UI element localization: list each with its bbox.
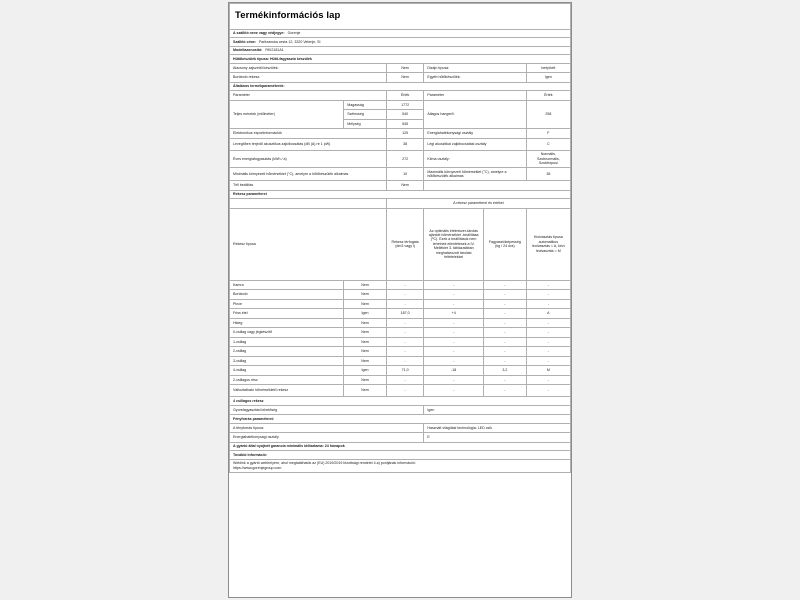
compartment-volume: - (386, 299, 424, 309)
export-info-value: 125 (386, 129, 424, 139)
compartment-defrost-type: - (526, 318, 570, 328)
address-value: Partizanska cesta 12, 3320 Velenje, SI (258, 39, 321, 44)
table-row (230, 318, 571, 328)
table-row (230, 73, 571, 83)
compartment-temperature: - (424, 328, 484, 338)
appliance-type-row (230, 55, 571, 63)
compartment-temperature: - (424, 318, 484, 328)
energy-class-label: Energiahatékonysági osztály (424, 129, 526, 139)
wine-storage-label: Bortároló rekesz: (230, 73, 387, 83)
annual-energy-value: 272 (386, 150, 424, 167)
compartment-present: Nem (344, 290, 387, 300)
compartment-freezing-capacity: - (484, 280, 527, 290)
general-section-row (230, 82, 571, 90)
compartment-temperature: - (424, 280, 484, 290)
warranty-text: A gyártó által nyújtott garancia minimális időtartama: 24 hónapok (230, 442, 571, 450)
compartment-defrost-type: - (526, 337, 570, 347)
compartment-present: Nem (344, 375, 387, 385)
model-row (230, 46, 571, 54)
table-row (230, 280, 571, 290)
average-noise-label: Átlagos hangerő: (424, 100, 526, 129)
title-cell (230, 4, 571, 30)
compartment-temperature: +4 (424, 309, 484, 319)
dimension-row-height (230, 100, 571, 110)
compartment-group-header: A rekesz paraméterei és értékei (386, 199, 570, 209)
compartment-defrost-type: - (526, 375, 570, 385)
min-ambient-temp-value: 10 (386, 168, 424, 181)
table-row (230, 129, 571, 139)
further-info-section-row (230, 451, 571, 459)
weblink-description: Weblink a gyártó webhelyére, ahol megtalálhatók az (EU) 2019/2019 bizottsági rendelet 4.a) pontjának információi: (233, 461, 416, 466)
table-row (230, 433, 571, 443)
design-type-label: Dizájn típusa: (424, 63, 526, 73)
compartment-temperature: - (424, 375, 484, 385)
max-ambient-temp-value: 38 (526, 168, 570, 181)
compartment-defrost-type: A (526, 309, 570, 319)
winter-setting-label: Téli beállítás (230, 181, 387, 191)
weblink-url[interactable]: https://www.gorenjegroup.com (233, 465, 282, 470)
compartment-defrost-type: M (526, 366, 570, 376)
other-appliance-label: Egyéb hűtőkészülék: (424, 73, 526, 83)
weblink-cell (230, 459, 571, 472)
compartment-name: 4-csillag (230, 366, 344, 376)
fast-freeze-label: Gyorsfagyasztási lehetőség (230, 405, 424, 415)
compartment-col-type: Rekesz típusa (230, 208, 387, 280)
table-row (230, 299, 571, 309)
compartment-defrost-type: - (526, 328, 570, 338)
table-row (230, 375, 571, 385)
product-information-sheet (228, 2, 572, 598)
table-row (230, 337, 571, 347)
compartment-freezing-capacity: - (484, 385, 527, 397)
light-source-type-label: A fényforrás típusa: (230, 423, 424, 433)
header-value-left: Érték (386, 91, 424, 101)
four-star-section-title: 4 csillagos rekesz (230, 397, 571, 405)
compartment-temperature: - (424, 385, 484, 397)
winter-setting-value: Nem (386, 181, 424, 191)
compartment-defrost-type: - (526, 290, 570, 300)
compartment-freezing-capacity: 3,2 (484, 366, 527, 376)
address-cell (230, 38, 571, 46)
page-title: Termékinformációs lap (235, 10, 341, 21)
model-label: Modellazonosító: (233, 48, 263, 53)
light-source-class-value: E (424, 433, 571, 443)
model-value: RKI2181A1 (265, 48, 284, 53)
compartment-freezing-capacity: - (484, 290, 527, 300)
dimension-name-height: Magasság (344, 100, 387, 110)
appliance-type-cell (230, 55, 571, 63)
compartment-temperature: - (424, 347, 484, 357)
export-info-label: Elektronikus exportinformációk (230, 129, 387, 139)
compartment-section-title: Rekesz paraméterei (230, 190, 571, 198)
table-row (230, 309, 571, 319)
compartment-freezing-capacity: - (484, 347, 527, 357)
compartment-group-header-row (230, 199, 571, 209)
compartment-volume: - (386, 328, 424, 338)
appliance-type-value: Hűtő-fagyasztó készülék (269, 56, 312, 61)
fast-freeze-value: Igen (424, 405, 571, 415)
further-info-section-title: További információ: (230, 451, 571, 459)
annual-energy-label: Éves energiafogyasztás (kWh / a) (230, 150, 387, 167)
compartment-temperature: -18 (424, 366, 484, 376)
low-noise-label: Alacsony zajszintű készülék: (230, 63, 387, 73)
table-row (230, 168, 571, 181)
compartment-temperature: - (424, 337, 484, 347)
compartment-present: Nem (344, 337, 387, 347)
compartment-name: 3-csillag (230, 356, 344, 366)
min-ambient-temp-label: Minimális környezeti hőmérséklet (°C), amelyre a hűtőkészülék alkalmas (230, 168, 387, 181)
compartment-name: Hideg (230, 318, 344, 328)
compartment-freezing-capacity: - (484, 318, 527, 328)
design-type-value: beépített (526, 63, 570, 73)
header-value-right: Érték (526, 91, 570, 101)
compartment-defrost-type: - (526, 299, 570, 309)
compartment-name: Pince (230, 299, 344, 309)
compartment-name: Friss étel (230, 309, 344, 319)
low-noise-value: Nem (386, 63, 424, 73)
compartment-present: Nem (344, 385, 387, 397)
light-source-section-title: Fényforrás paraméterei: (230, 415, 571, 423)
compartment-freezing-capacity: - (484, 337, 527, 347)
compartment-name: 1-csillag (230, 337, 344, 347)
compartment-volume: - (386, 375, 424, 385)
compartment-temperature: - (424, 299, 484, 309)
four-star-section-row (230, 397, 571, 405)
appliance-type-label: Hűtőkészülék típusa: (233, 56, 269, 61)
compartment-volume: - (386, 280, 424, 290)
compartment-name: 2-csillagos rész (230, 375, 344, 385)
table-row (230, 385, 571, 397)
wine-storage-value: Nem (386, 73, 424, 83)
compartment-present: Nem (344, 328, 387, 338)
table-row (230, 63, 571, 73)
supplier-value: Gorenje (287, 31, 301, 36)
compartment-present: Nem (344, 318, 387, 328)
table-row (230, 290, 571, 300)
average-noise-value: 258 (526, 100, 570, 129)
table-row (230, 138, 571, 150)
max-ambient-temp-label: Maximális környezeti hőmérséklet (°C), amelyre a hűtőkészülék alkalmas (424, 168, 526, 181)
winter-setting-empty (424, 181, 571, 191)
compartment-header-row (230, 208, 571, 280)
compartment-temperature: - (424, 356, 484, 366)
compartment-volume: - (386, 347, 424, 357)
header-parameter-right: Paraméter (424, 91, 526, 101)
warranty-row (230, 442, 571, 450)
noise-class-label: Légi akusztikai zajkibocsátási osztály (424, 138, 526, 150)
compartment-defrost-type: - (526, 356, 570, 366)
compartment-freezing-capacity: - (484, 375, 527, 385)
compartment-col-defrost-type: Kiolvasztás típusa automatikus leolvasztás = A, kézi leolvasztás = M (526, 208, 570, 280)
airborne-noise-value: 38 (386, 138, 424, 150)
compartment-volume: - (386, 337, 424, 347)
table-row (230, 366, 571, 376)
supplier-row (230, 29, 571, 37)
product-info-table (229, 3, 571, 473)
table-row (230, 328, 571, 338)
compartment-volume: 71,0 (386, 366, 424, 376)
energy-class-value: F (526, 129, 570, 139)
compartment-present: Nem (344, 299, 387, 309)
header-parameter-left: Paraméter (230, 91, 387, 101)
compartment-col-freezing-capacity: Fagyasztóképesség (kg / 24 óra) (484, 208, 527, 280)
compartment-col-temperature: Az optimális élelmiszer-tárolás ajánlott hőmérséklet -beállítása (ºC). Ezek a beállítások nem lehetnek ellentétesek a IV. Melléklet 3. táblázatában meghatározott tárolási feltételekkel (424, 208, 484, 280)
title-row (230, 4, 571, 30)
climate-class-value: Normális, Szubnormális, Szubtrópusi (526, 150, 570, 167)
compartment-volume: - (386, 318, 424, 328)
supplier-label: A szállító neve vagy védjegye: (233, 31, 285, 36)
noise-class-value: C (526, 138, 570, 150)
compartment-col-volume: Rekesz térfogata (dm3 vagy l) (386, 208, 424, 280)
address-row (230, 38, 571, 46)
compartment-present: Igen (344, 309, 387, 319)
compartment-name: Változtatható hőmérsékletű rekesz (230, 385, 344, 397)
airborne-noise-label: Levegőben terjedő akusztikus zajkibocsátás (dB (A) re 1 pW) (230, 138, 387, 150)
compartment-present: Nem (344, 280, 387, 290)
table-row (230, 423, 571, 433)
general-section-title: Általános termékparaméterek: (230, 82, 571, 90)
compartment-freezing-capacity: - (484, 328, 527, 338)
compartment-freezing-capacity: - (484, 309, 527, 319)
compartment-name: Bortároló (230, 290, 344, 300)
dimension-name-width: Szélesség (344, 110, 387, 120)
dimension-name-depth: Mélység (344, 119, 387, 129)
compartment-name: 2-csillag (230, 347, 344, 357)
dimension-value-depth: 545 (386, 119, 424, 129)
address-label: Szállító címe: (233, 39, 256, 44)
compartment-present: Nem (344, 347, 387, 357)
compartment-volume: - (386, 385, 424, 397)
compartment-temperature: - (424, 290, 484, 300)
table-row (230, 150, 571, 167)
light-source-section-row (230, 415, 571, 423)
other-appliance-value: Igen (526, 73, 570, 83)
compartment-volume: - (386, 356, 424, 366)
table-row (230, 405, 571, 415)
light-source-class-label: Energiahatékonysági osztály (230, 433, 424, 443)
dimension-value-height: 1772 (386, 100, 424, 110)
model-cell (230, 46, 571, 54)
compartment-defrost-type: - (526, 280, 570, 290)
compartment-present: Nem (344, 356, 387, 366)
compartment-present: Igen (344, 366, 387, 376)
further-info-row (230, 459, 571, 472)
climate-class-label: Klíma osztály: (424, 150, 526, 167)
table-row (230, 356, 571, 366)
dimension-value-width: 540 (386, 110, 424, 120)
compartment-freezing-capacity: - (484, 356, 527, 366)
light-source-type-value: Használt világítási technológia: LED csík (424, 423, 571, 433)
compartment-name: 0-csillag vagy jégkészítő (230, 328, 344, 338)
compartment-volume: - (386, 290, 424, 300)
compartment-group-blank (230, 199, 387, 209)
compartment-volume: 187,0 (386, 309, 424, 319)
dimensions-label: Teljes méretek (milliméter) (230, 100, 344, 129)
compartment-defrost-type: - (526, 385, 570, 397)
table-row (230, 347, 571, 357)
compartment-section-row (230, 190, 571, 198)
table-row (230, 181, 571, 191)
compartment-defrost-type: - (526, 347, 570, 357)
compartment-name: Kamra (230, 280, 344, 290)
compartment-freezing-capacity: - (484, 299, 527, 309)
supplier-cell (230, 29, 571, 37)
general-header-row (230, 91, 571, 101)
